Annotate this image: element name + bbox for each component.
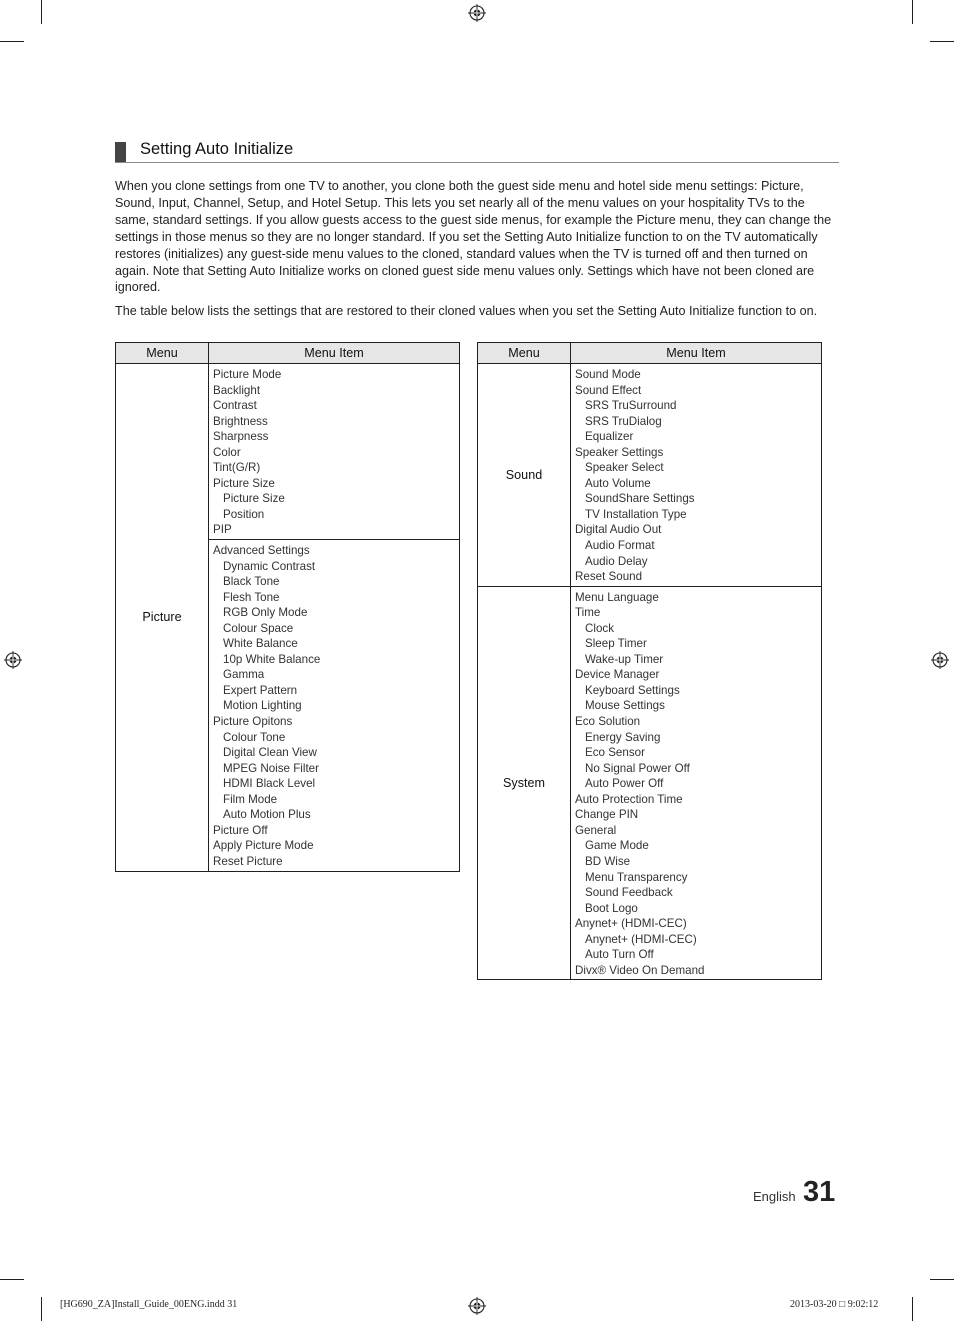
menu-item: RGB Only Mode	[223, 606, 308, 620]
slug-timestamp: 2013-03-20 □ 9:02:12	[790, 1299, 879, 1310]
menu-cell-system: System	[478, 586, 571, 980]
menu-item: Digital Audio Out	[575, 523, 662, 537]
menu-item: Change PIN	[575, 808, 639, 822]
section-heading	[115, 139, 839, 163]
menu-item: Flesh Tone	[223, 590, 280, 604]
crop-mark	[930, 41, 954, 42]
menu-item: Clock	[585, 621, 614, 635]
menu-item: Anynet+ (HDMI-CEC)	[585, 932, 697, 946]
menu-item: General	[575, 823, 617, 837]
menu-item: Eco Sensor	[585, 746, 645, 760]
menu-item: Keyboard Settings	[585, 683, 680, 697]
menu-item: Auto Turn Off	[585, 948, 654, 962]
menu-item: SRS TruDialog	[585, 414, 662, 428]
menu-item: Anynet+ (HDMI-CEC)	[575, 917, 687, 931]
menu-item: Dynamic Contrast	[223, 559, 316, 573]
registration-mark-icon	[468, 1297, 486, 1315]
sound-system-settings-table	[477, 342, 822, 980]
menu-item: Auto Volume	[585, 476, 651, 490]
menu-item: Sound Effect	[575, 383, 642, 397]
menu-item: Wake-up Timer	[585, 652, 664, 666]
registration-mark-icon	[468, 4, 486, 22]
menu-item-cell	[571, 586, 822, 980]
menu-item-list	[209, 364, 459, 539]
section-title: Setting Auto Initialize	[140, 140, 294, 158]
menu-item: Boot Logo	[585, 901, 638, 915]
menu-item: Backlight	[213, 383, 261, 397]
menu-item: Colour Space	[223, 621, 294, 635]
menu-item: Sound Mode	[575, 368, 641, 381]
menu-item: Menu Language	[575, 590, 659, 604]
menu-cell-sound: Sound	[478, 364, 571, 587]
menu-item: Colour Tone	[223, 730, 286, 744]
menu-item: SRS TruSurround	[585, 399, 677, 413]
menu-item-cell	[209, 364, 460, 540]
menu-item-cell	[571, 364, 822, 587]
menu-item: Color	[213, 445, 241, 459]
menu-item: White Balance	[223, 637, 298, 651]
menu-item: Sleep Timer	[585, 637, 647, 651]
menu-item: Mouse Settings	[585, 699, 665, 713]
registration-mark-icon	[931, 651, 949, 669]
menu-item: Reset Picture	[213, 854, 283, 868]
menu-item: Picture Mode	[213, 368, 282, 381]
table-row	[478, 586, 822, 980]
menu-item: Position	[223, 507, 265, 521]
menu-item: Digital Clean View	[223, 746, 317, 760]
crop-mark	[41, 1297, 42, 1321]
table-row	[116, 364, 460, 540]
crop-mark	[0, 1279, 24, 1280]
menu-item: 10p White Balance	[223, 652, 321, 666]
menu-column-header: Menu	[116, 343, 209, 364]
menu-item: Sharpness	[213, 430, 269, 444]
menu-item: Advanced Settings	[213, 544, 310, 558]
slug-filename: [HG690_ZA]Install_Guide_00ENG.indd 31	[60, 1299, 238, 1310]
menu-item: Auto Motion Plus	[223, 808, 311, 822]
menu-item: Sound Feedback	[585, 886, 673, 900]
table-header-row	[116, 343, 460, 364]
registration-mark-icon	[4, 651, 22, 669]
menu-item: Device Manager	[575, 668, 660, 682]
menu-item: Apply Picture Mode	[213, 839, 314, 853]
menu-item: Expert Pattern	[223, 683, 298, 697]
menu-item: Audio Delay	[585, 554, 648, 568]
crop-mark	[912, 0, 913, 24]
table-intro-paragraph: The table below lists the settings that are restored to their cloned values when you set the Setting Auto Initialize function to on.	[115, 304, 818, 318]
menu-item: Tint(G/R)	[213, 461, 261, 475]
menu-item-cell	[209, 540, 460, 871]
menu-item: SoundShare Settings	[585, 492, 695, 506]
crop-mark	[912, 1297, 913, 1321]
menu-item: Speaker Select	[585, 461, 664, 475]
menu-column-header: Menu	[478, 343, 571, 364]
menu-item: TV Installation Type	[585, 507, 687, 521]
menu-item: MPEG Noise Filter	[223, 761, 319, 775]
menu-item: Contrast	[213, 399, 257, 413]
menu-item: Time	[575, 606, 601, 620]
menu-item: Equalizer	[585, 430, 634, 444]
menu-item: Audio Format	[585, 539, 655, 553]
page-number: 31	[803, 1176, 836, 1208]
menu-cell-picture: Picture	[116, 364, 209, 872]
menu-item: Divx® Video On Demand	[575, 963, 705, 977]
heading-bar	[115, 142, 126, 162]
menu-item-list	[571, 587, 821, 980]
table-header-row	[478, 343, 822, 364]
menu-item: Speaker Settings	[575, 445, 664, 459]
menu-item: Gamma	[223, 668, 265, 682]
crop-mark	[930, 1279, 954, 1280]
menu-item: Energy Saving	[585, 730, 661, 744]
menu-item-list	[209, 540, 459, 870]
table-row	[478, 364, 822, 587]
menu-item: Picture Size	[223, 492, 285, 506]
menu-item: Reset Sound	[575, 570, 643, 584]
menu-item: Auto Power Off	[585, 777, 664, 791]
menu-item: Menu Transparency	[585, 870, 688, 884]
menu-item-list	[571, 364, 821, 586]
menu-item: Motion Lighting	[223, 699, 302, 713]
intro-paragraph: When you clone settings from one TV to another, you clone both the guest side menu and hotel side menu settings: Picture, Sound, Input, Channel, Setup, and Hotel Setup. This lets you set nearly all of the menu values on your hospitality TVs to the same, standard settings. If you allow guests access to the guest side menus, for example the Picture menu, they can change the settings in those menus so they are no longer standard. If you set the Setting Auto Initialize function to on the TV automatically restores (initializes) any guest-side menu values to the cloned, standard values when the TV is turned off and then turned on again. Note that Setting Auto Initialize works on cloned guest side menu values only. Settings which have not been cloned are ignored.	[115, 179, 832, 295]
menu-item: Auto Protection Time	[575, 792, 683, 806]
menu-item: Film Mode	[223, 792, 278, 806]
menu-item: Picture Opitons	[213, 715, 293, 729]
menu-item: No Signal Power Off	[585, 761, 690, 775]
footer-language: English	[753, 1189, 796, 1204]
menu-item: Picture Off	[213, 823, 268, 837]
menu-item: PIP	[213, 523, 232, 537]
menu-item: Brightness	[213, 414, 268, 428]
menu-item: BD Wise	[585, 854, 631, 868]
crop-mark	[0, 41, 24, 42]
menu-item: HDMI Black Level	[223, 777, 316, 791]
menu-item: Game Mode	[585, 839, 649, 853]
picture-settings-table	[115, 342, 460, 872]
menu-item: Black Tone	[223, 575, 280, 589]
menu-item-column-header: Menu Item	[571, 343, 822, 364]
menu-item-column-header: Menu Item	[209, 343, 460, 364]
menu-item: Picture Size	[213, 476, 275, 490]
menu-item: Eco Solution	[575, 715, 641, 729]
crop-mark	[41, 0, 42, 24]
